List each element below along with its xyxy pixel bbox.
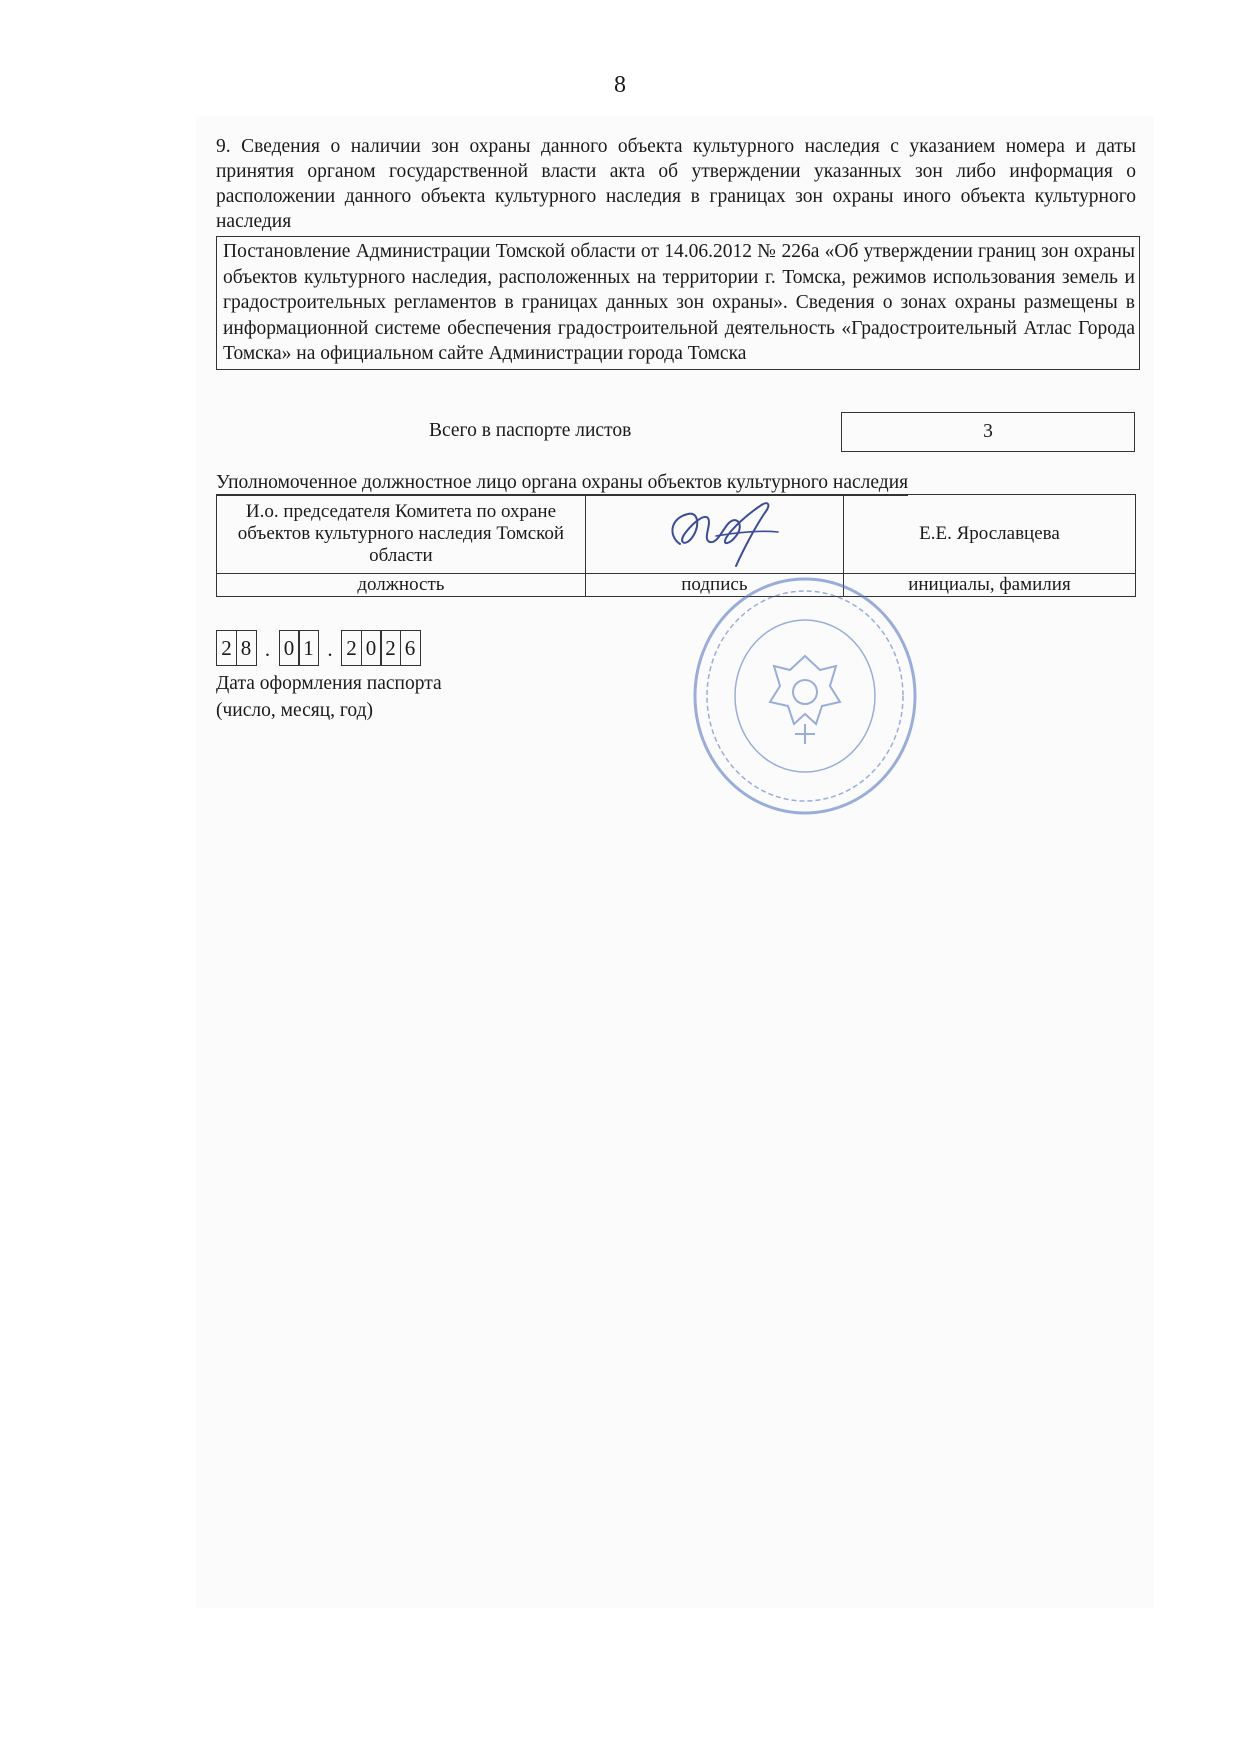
- date-day: [218, 630, 257, 666]
- official-position: И.о. председателя Комитета по охране объектов культурного наследия Томской области: [217, 495, 586, 574]
- sheets-count-row: [216, 412, 1136, 452]
- name-label: инициалы, фамилия: [843, 574, 1135, 597]
- date-digit: 6: [400, 630, 421, 666]
- date-digit: 0: [279, 630, 300, 666]
- position-label: должность: [217, 574, 586, 597]
- section-9-heading: 9. Сведения о наличии зон охраны данного объекта культурного наследия с указанием номера и даты принятия органом государственной власти акта об утверждении указанных зон либо информация о расположении данного объекта культурного наследия в границах зон охраны иного объекта культурного наследия: [216, 136, 1136, 232]
- sheets-count-value: 3: [841, 412, 1135, 452]
- date-month: [280, 630, 319, 666]
- date-caption: [216, 670, 442, 724]
- date-digit: 8: [236, 630, 257, 666]
- date-separator: .: [264, 637, 271, 661]
- date-digit: 2: [341, 630, 362, 666]
- date-year: [343, 630, 421, 666]
- date-caption-line: Дата оформления паспорта: [216, 673, 442, 694]
- sheets-count-label: Всего в паспорте листов: [429, 420, 632, 441]
- date-digit: 2: [380, 630, 401, 666]
- date-separator: .: [327, 637, 333, 661]
- issue-date: [216, 630, 421, 666]
- date-digit: 2: [216, 630, 237, 666]
- coat-of-arms-icon: [770, 656, 840, 744]
- section-9-content-box: Постановление Администрации Томской области от 14.06.2012 № 226а «Об утверждении границ зон охраны объектов культурного наследия, расположенных на территории г. Томска, режимов использования земель и градостроительных регламентов в границах данных зон охраны». Сведения о зонах охраны размещены в информационной системе обеспечения градостроительной деятельность «Градостроительный Атлас Города Томска» на официальном сайте Администрации города Томска: [216, 236, 1140, 370]
- page-number: 8: [614, 72, 626, 98]
- official-seal: [690, 574, 920, 818]
- date-digit: 0: [361, 630, 382, 666]
- handwritten-signature: [660, 496, 810, 576]
- date-digit: 1: [298, 630, 319, 666]
- signature-label: подпись: [585, 574, 843, 597]
- official-caption: Уполномоченное должностное лицо органа охраны объектов культурного наследия: [216, 471, 908, 496]
- official-name: Е.Е. Ярославцева: [843, 495, 1135, 574]
- date-caption-line: (число, месяц, год): [216, 700, 374, 721]
